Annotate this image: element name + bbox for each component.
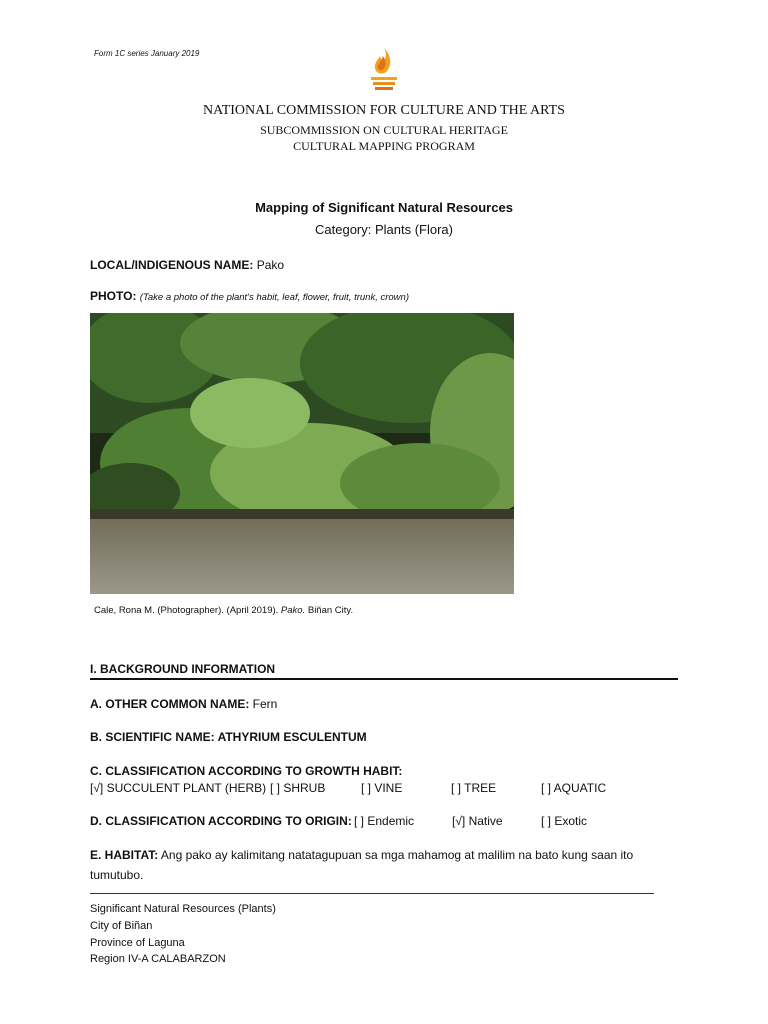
option-exotic[interactable]: [ ] Exotic	[541, 814, 588, 828]
photo-instruction: (Take a photo of the plant's habit, leaf, flower, fruit, trunk, crown)	[139, 292, 409, 303]
footer-document: Significant Natural Resources (Plants)	[90, 903, 276, 915]
scientific-name-label: B. SCIENTIFIC NAME:	[90, 730, 215, 744]
footer-city: City of Biñan	[90, 920, 153, 932]
document-title: Mapping of Significant Natural Resources	[255, 200, 513, 215]
ncca-flame-logo	[362, 44, 406, 98]
caption-place: Biñan City.	[307, 605, 354, 616]
habitat-row	[90, 848, 633, 862]
local-name-row	[90, 258, 284, 272]
photo-caption	[94, 605, 353, 616]
footer-province: Province of Laguna	[90, 937, 185, 949]
footer-region: Region IV-A CALABARZON	[90, 953, 226, 965]
caption-title: Pako.	[280, 605, 306, 616]
header-subcommission: SUBCOMMISSION ON CULTURAL HERITAGE	[260, 123, 508, 137]
local-name-label: LOCAL/INDIGENOUS NAME:	[90, 258, 254, 272]
scientific-name-value: ATHYRIUM ESCULENTUM	[217, 730, 367, 744]
caption-author: Cale, Rona M. (Photographer). (April 2019).	[94, 605, 279, 616]
document-category: Category: Plants (Flora)	[315, 222, 453, 237]
section-divider	[90, 678, 678, 680]
habitat-text-continued: tumutubo.	[90, 868, 144, 882]
growth-habit-options	[90, 781, 690, 797]
other-name-value: Fern	[252, 697, 278, 711]
form-code: Form 1C series January 2019	[94, 49, 200, 58]
option-vine[interactable]: [ ] VINE	[361, 781, 403, 795]
option-succulent-plant[interactable]: [√] SUCCULENT PLANT (HERB)	[90, 781, 267, 795]
header-program: CULTURAL MAPPING PROGRAM	[293, 139, 475, 153]
option-tree[interactable]: [ ] TREE	[451, 781, 497, 795]
growth-habit-label: C. CLASSIFICATION ACCORDING TO GROWTH HABIT:	[90, 764, 403, 778]
option-native[interactable]: [√] Native	[452, 814, 503, 828]
origin-row	[90, 814, 690, 830]
photo-row	[90, 289, 409, 303]
other-name-label: A. OTHER COMMON NAME:	[90, 697, 250, 711]
origin-label: D. CLASSIFICATION ACCORDING TO ORIGIN:	[90, 814, 352, 828]
option-endemic[interactable]: [ ] Endemic	[354, 814, 415, 828]
photo-label: PHOTO:	[90, 289, 137, 303]
other-name-row	[90, 697, 277, 711]
footer-divider	[90, 893, 654, 894]
option-aquatic[interactable]: [ ] AQUATIC	[541, 781, 607, 795]
option-shrub[interactable]: [ ] SHRUB	[270, 781, 326, 795]
local-name-value: Pako	[256, 258, 285, 272]
habitat-label: E. HABITAT:	[90, 848, 159, 862]
header-commission: NATIONAL COMMISSION FOR CULTURE AND THE ARTS	[203, 103, 565, 118]
fern-photo	[90, 313, 514, 594]
section-heading: I. BACKGROUND INFORMATION	[90, 662, 276, 676]
habitat-text: Ang pako ay kalimitang natatagupuan sa mga mahamog at malilim na bato kung saan ito	[160, 848, 634, 862]
scientific-name-row	[90, 730, 367, 744]
